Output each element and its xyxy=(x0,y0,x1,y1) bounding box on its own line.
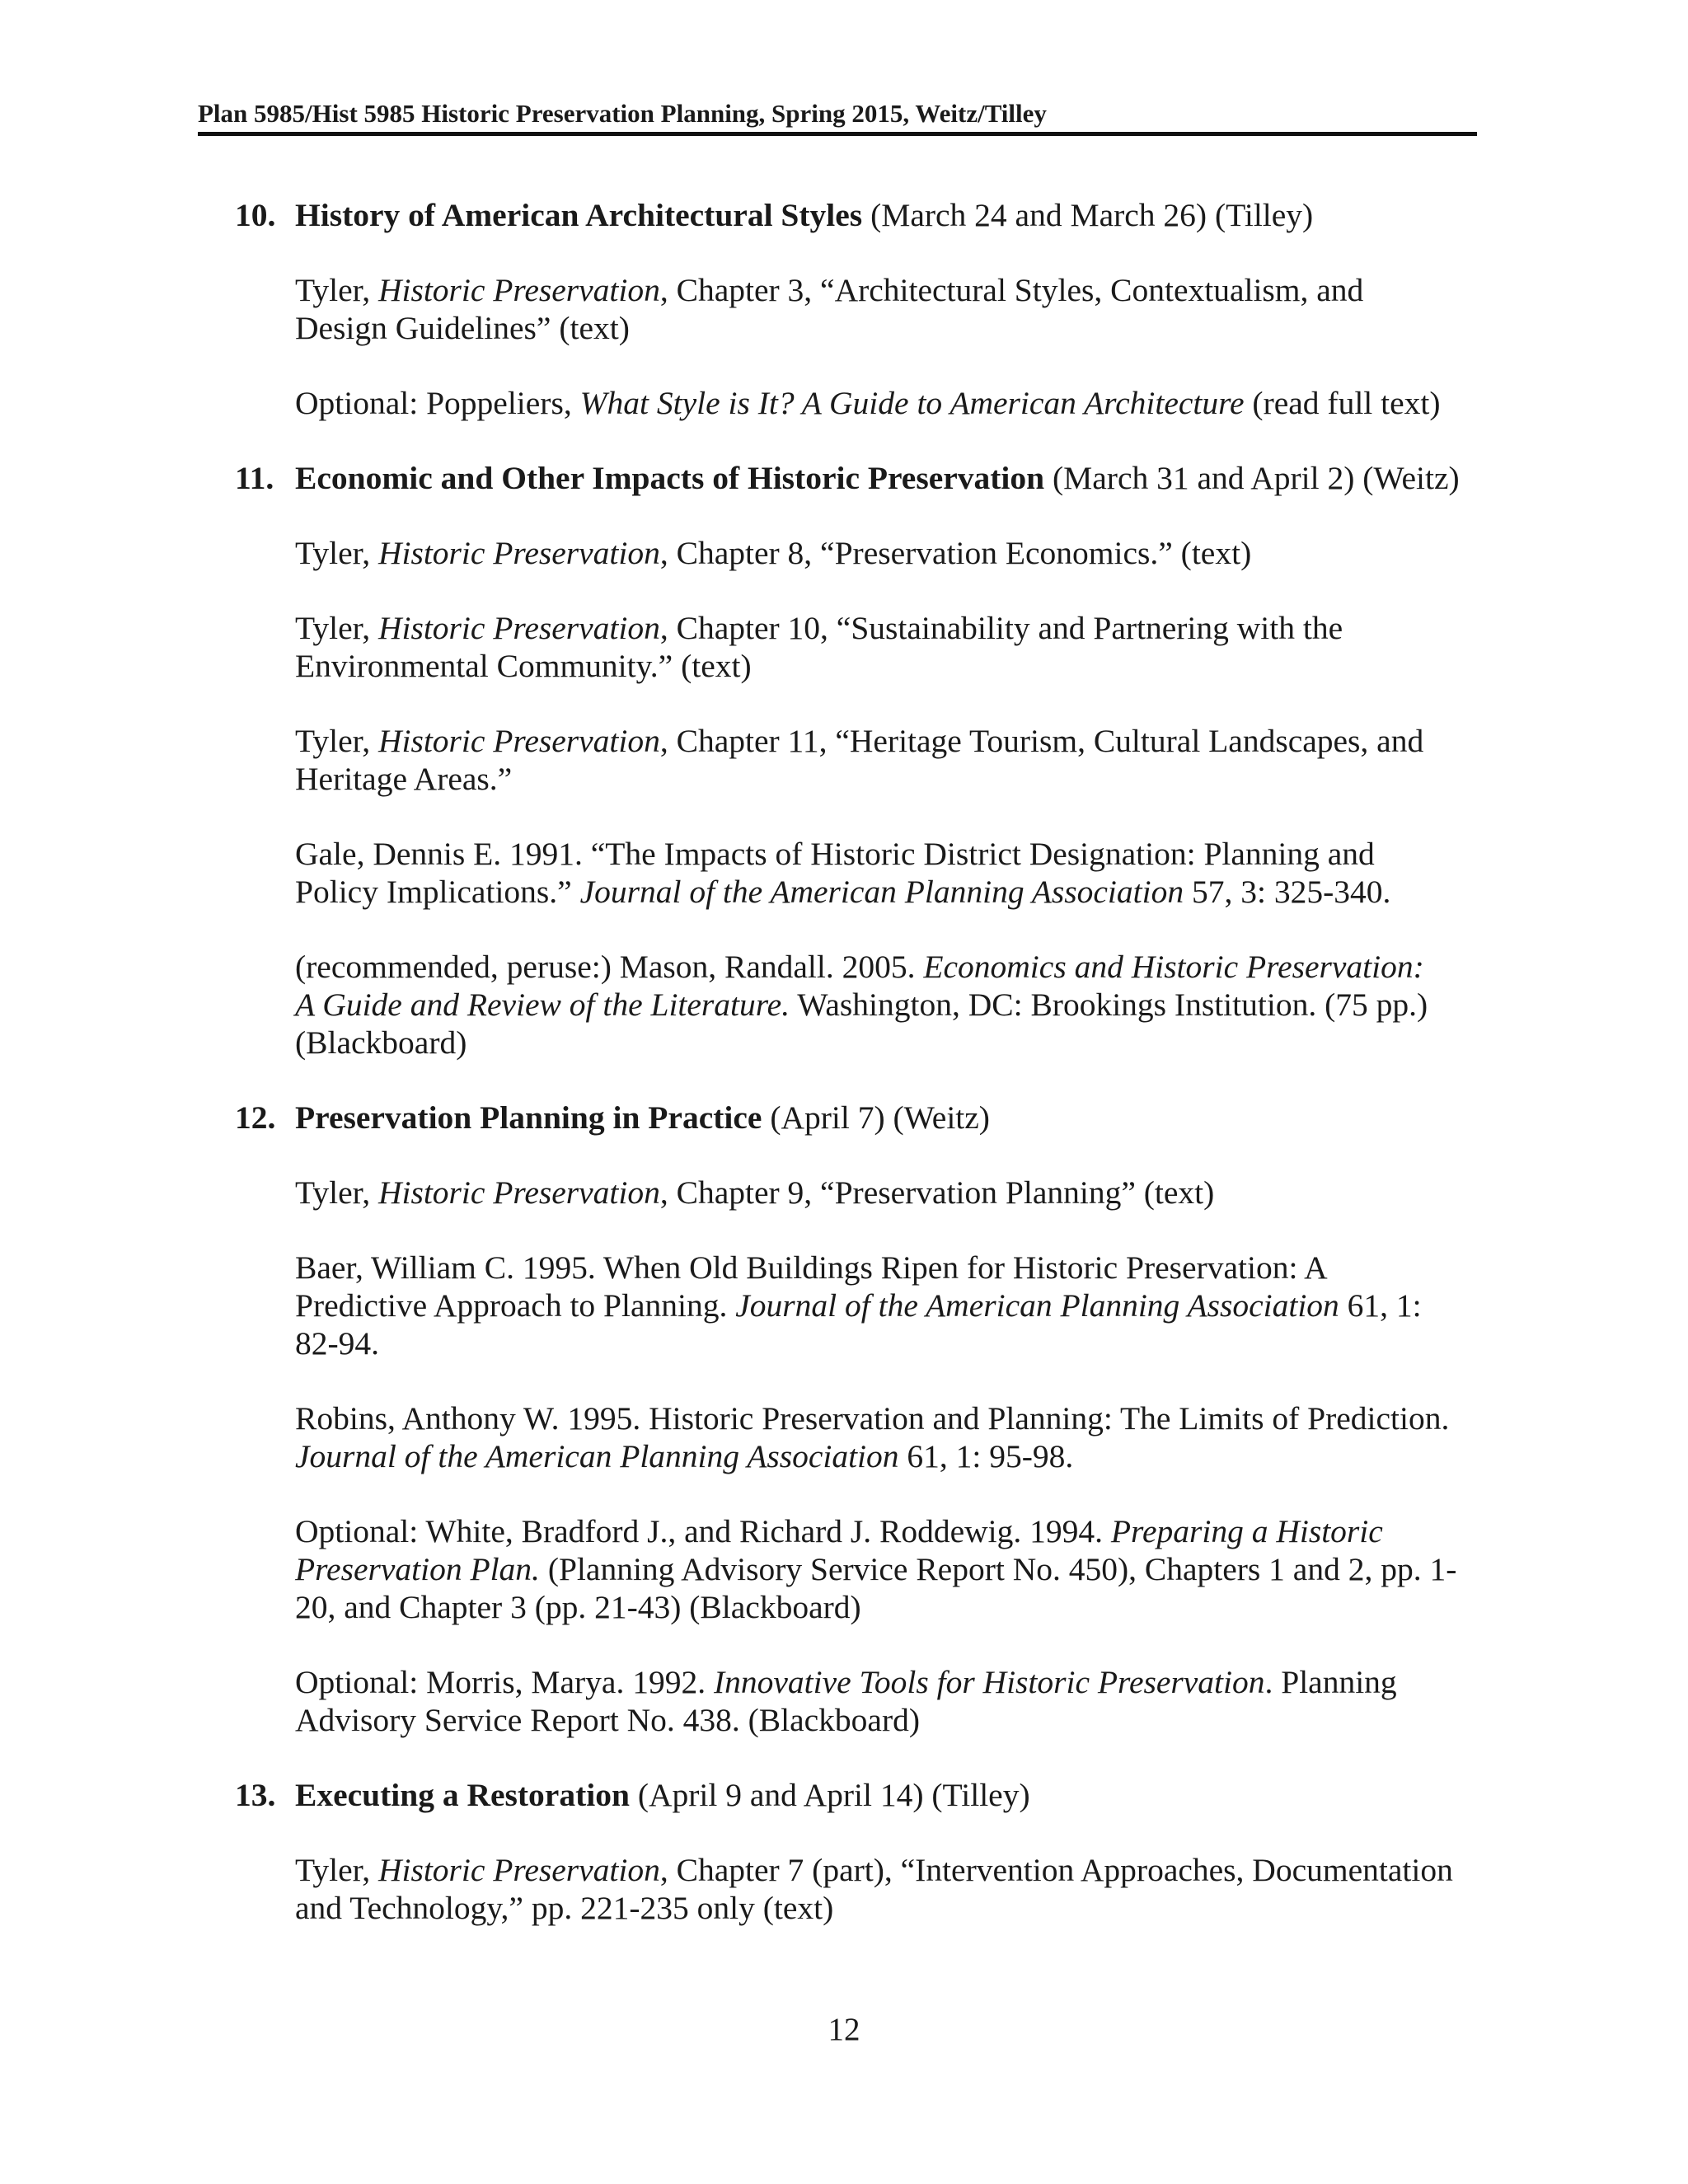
citation-title: Historic Preservation xyxy=(377,272,660,308)
citation-text: 61, 1: 95-98. xyxy=(898,1438,1074,1474)
citation-text: Baer, William C. 1995. When Old Buildings Ripen for Historic Preservation: A xyxy=(295,1249,1328,1286)
citation-text: 20, and Chapter 3 (pp. 21-43) (Blackboard) xyxy=(295,1589,861,1625)
citation-text: , Chapter 10, “Sustainability and Partnering with the xyxy=(659,610,1343,646)
citation-title: Historic Preservation xyxy=(377,1174,660,1211)
citation-text: Design Guidelines” (text) xyxy=(295,310,630,346)
citation-text: . Planning xyxy=(1264,1664,1397,1700)
section-title: History of American Architectural Styles xyxy=(295,197,863,233)
reading-entry xyxy=(295,1512,1492,1626)
citation-text: Tyler, xyxy=(295,272,378,308)
section-heading xyxy=(235,196,1492,234)
citation-text: Washington, DC: Brookings Institution. (75 pp.) xyxy=(790,987,1428,1023)
reading-entry xyxy=(295,271,1492,347)
citation-text: Robins, Anthony W. 1995. Historic Preservation and Planning: The Limits of Prediction. xyxy=(295,1400,1450,1436)
citation-text: Tyler, xyxy=(295,610,378,646)
reading-entry xyxy=(295,1399,1492,1475)
reading-entry xyxy=(295,1663,1492,1739)
citation-title: Historic Preservation xyxy=(377,1852,660,1888)
citation-title: Preparing a Historic xyxy=(1110,1513,1383,1549)
reading-entry xyxy=(295,534,1492,572)
citation-text: , Chapter 9, “Preservation Planning” (text) xyxy=(659,1174,1215,1211)
citation-text: Tyler, xyxy=(295,1174,378,1211)
citation-text: Predictive Approach to Planning. xyxy=(295,1287,736,1324)
running-header: Plan 5985/Hist 5985 Historic Preservation Planning, Spring 2015, Weitz/Tilley xyxy=(198,97,1477,136)
reading-list xyxy=(235,196,1492,1927)
section-number: 12. xyxy=(235,1099,276,1136)
page-number: 12 xyxy=(828,2012,860,2047)
reading-entry xyxy=(295,1851,1492,1927)
citation-title: Journal of the American Planning Association xyxy=(579,874,1184,910)
reading-entry xyxy=(295,609,1492,685)
section-dates: (April 9 and April 14) (Tilley) xyxy=(629,1777,1030,1813)
citation-title: What Style is It? A Guide to American Architecture xyxy=(579,385,1245,421)
reading-entry xyxy=(295,1249,1492,1362)
section-dates: (March 31 and April 2) (Weitz) xyxy=(1044,460,1460,496)
section-number: 11. xyxy=(235,460,274,496)
section-number: 13. xyxy=(235,1777,276,1813)
citation-text: , Chapter 11, “Heritage Tourism, Cultural Landscapes, and xyxy=(659,723,1424,759)
citation-title: Economics and Historic Preservation: xyxy=(923,949,1424,985)
section-heading xyxy=(235,459,1492,497)
citation-text: , Chapter 3, “Architectural Styles, Contextualism, and xyxy=(659,272,1364,308)
citation-text: and Technology,” pp. 221-235 only (text) xyxy=(295,1890,834,1926)
citation-text: Tyler, xyxy=(295,1852,378,1888)
citation-title: Journal of the American Planning Association xyxy=(735,1287,1339,1324)
citation-text: 61, 1: xyxy=(1339,1287,1422,1324)
section-title: Executing a Restoration xyxy=(295,1777,630,1813)
citation-text: Optional: White, Bradford J., and Richard J. Roddewig. 1994. xyxy=(295,1513,1111,1549)
section-dates: (March 24 and March 26) (Tilley) xyxy=(862,197,1314,233)
citation-text: 82-94. xyxy=(295,1325,380,1361)
section-dates: (April 7) (Weitz) xyxy=(762,1099,990,1136)
citation-title: Historic Preservation xyxy=(377,535,660,571)
reading-entry xyxy=(295,722,1492,798)
reading-entry xyxy=(295,835,1492,911)
section-heading xyxy=(235,1099,1492,1137)
citation-title: Historic Preservation xyxy=(377,610,660,646)
section-heading xyxy=(235,1776,1492,1814)
citation-text: (Blackboard) xyxy=(295,1024,467,1061)
citation-text: , Chapter 7 (part), “Intervention Approaches, Documentation xyxy=(659,1852,1453,1888)
citation-text: Tyler, xyxy=(295,535,378,571)
citation-text: Gale, Dennis E. 1991. “The Impacts of Historic District Designation: Planning and xyxy=(295,836,1375,872)
citation-text: Optional: Morris, Marya. 1992. xyxy=(295,1664,714,1700)
citation-text: Policy Implications.” xyxy=(295,874,580,910)
citation-text: Advisory Service Report No. 438. (Blackboard) xyxy=(295,1702,921,1738)
citation-title: Preservation Plan. xyxy=(295,1551,540,1587)
citation-title: Innovative Tools for Historic Preservation xyxy=(713,1664,1265,1700)
section-number: 10. xyxy=(235,197,276,233)
section-title: Economic and Other Impacts of Historic Preservation xyxy=(295,460,1045,496)
citation-text: (read full text) xyxy=(1244,385,1441,421)
citation-title: A Guide and Review of the Literature. xyxy=(295,987,790,1023)
reading-entry xyxy=(295,1174,1492,1212)
citation-text: Optional: Poppeliers, xyxy=(295,385,580,421)
citation-text: Environmental Community.” (text) xyxy=(295,648,752,684)
citation-title: Historic Preservation xyxy=(377,723,660,759)
section-title: Preservation Planning in Practice xyxy=(295,1099,762,1136)
citation-text: , Chapter 8, “Preservation Economics.” (text) xyxy=(659,535,1252,571)
citation-text: Tyler, xyxy=(295,723,378,759)
citation-text: 57, 3: 325-340. xyxy=(1184,874,1391,910)
reading-entry xyxy=(295,948,1492,1062)
reading-entry xyxy=(295,384,1492,422)
citation-text: Heritage Areas.” xyxy=(295,761,513,797)
citation-title: Journal of the American Planning Association xyxy=(295,1438,899,1474)
citation-text: (Planning Advisory Service Report No. 450), Chapters 1 and 2, pp. 1- xyxy=(539,1551,1457,1587)
citation-text: (recommended, peruse:) Mason, Randall. 2005. xyxy=(295,949,924,985)
